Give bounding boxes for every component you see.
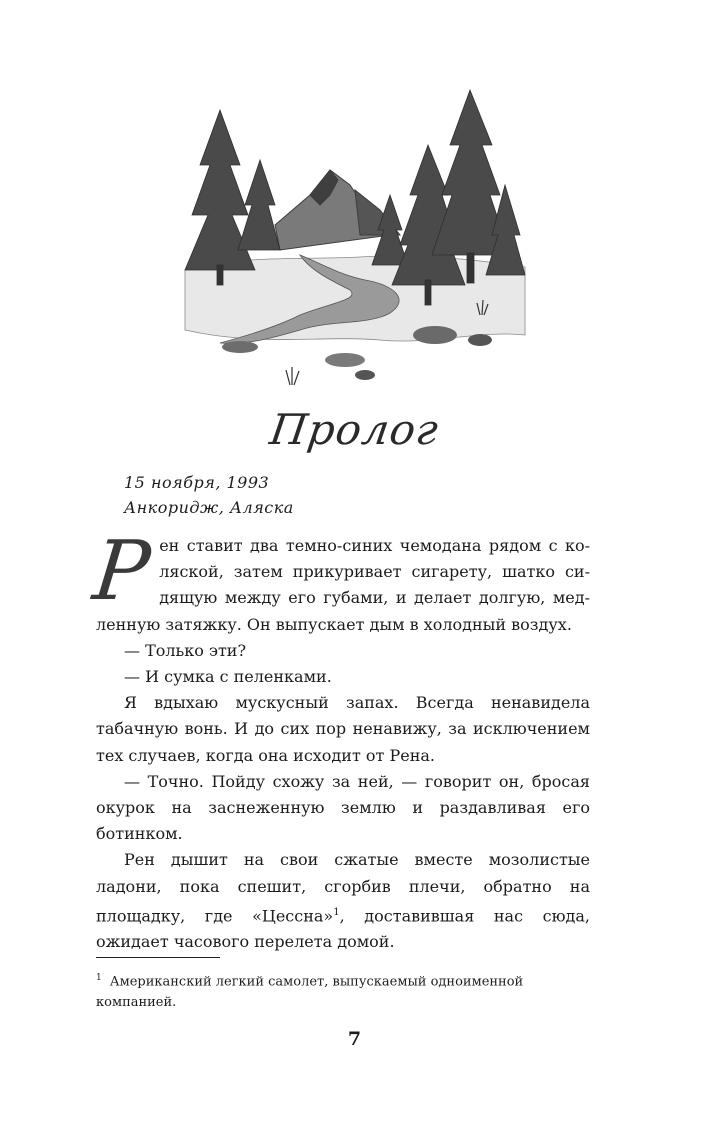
chapter-title: Пролог bbox=[267, 405, 442, 454]
paragraph-text: Рен дышит на свои сжатые вместе мозолистые ладони, пока спешит, сгорбив плечи, обратно на площадку, где «Цессна» bbox=[96, 850, 590, 926]
paragraph-line: ен ставит два темно-синих чемодана рядом с ко- bbox=[159, 536, 590, 555]
paragraph: — Точно. Пойду схожу за ней, — говорит он, бросая окурок на заснеженную землю и раздавливая его ботинком. bbox=[96, 771, 590, 844]
paragraph bbox=[96, 847, 590, 955]
drop-cap: Р bbox=[89, 524, 155, 619]
paragraph: — И сумка с пеленками. bbox=[124, 667, 332, 687]
footnote bbox=[96, 968, 590, 1013]
chapter-date: 15 ноября, 1993 bbox=[124, 473, 270, 492]
forest-mountain-illustration bbox=[180, 85, 530, 405]
first-paragraph bbox=[89, 524, 590, 638]
footnote-divider bbox=[96, 957, 220, 958]
paragraph: — Только эти? bbox=[124, 640, 247, 660]
paragraph-line: ленную затяжку. Он выпускает дым в холодный воздух. bbox=[96, 614, 572, 634]
chapter-place: Анкоридж, Аляска bbox=[124, 498, 294, 517]
paragraph-line: ляской, затем прикуривает сигарету, шатко си- bbox=[159, 562, 590, 582]
body-text bbox=[89, 524, 590, 956]
footnote-text: Американский легкий самолет, выпускаемый одноименной компанией. bbox=[96, 974, 524, 1011]
paragraph: Я вдыхаю мускусный запах. Всегда ненавидела табачную вонь. И до сих пор ненавижу, за исключением тех случаев, когда она исходит от Рена. bbox=[96, 693, 590, 765]
paragraph-text: , доставившая нас сюда, ожидает часового перелета домой. bbox=[96, 906, 590, 952]
footnote-mark: 1 bbox=[96, 973, 102, 983]
footnote-reference[interactable]: 1 bbox=[333, 906, 340, 918]
page-number: 7 bbox=[347, 1028, 362, 1050]
paragraph-line: дящую между его губами, и делает долгую, мед- bbox=[159, 588, 590, 608]
